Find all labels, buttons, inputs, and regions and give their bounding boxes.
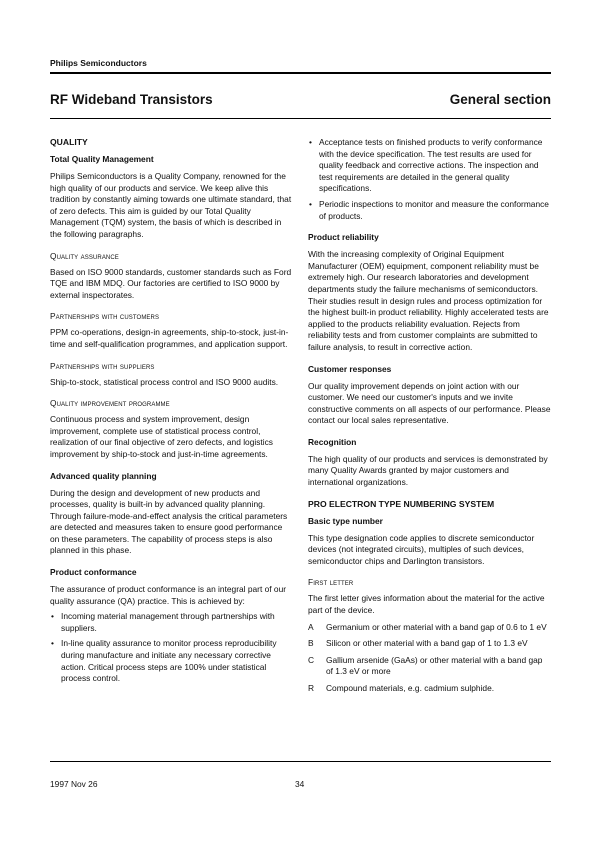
conformance-bullet-list [50,611,293,685]
list-item [308,655,551,678]
advanced-planning-heading: Advanced quality planning [50,470,157,481]
customer-responses-heading: Customer responses [308,363,392,374]
qa-heading: Quality assurance [50,250,119,261]
list-item [308,638,551,650]
tqm-heading: Total Quality Management [50,154,154,164]
footer-rule [50,761,551,762]
footer-date: 1997 Nov 26 [50,779,98,789]
product-reliability-heading: Product reliability [308,232,379,243]
page-number: 34 [295,779,305,789]
quality-improvement-heading: Quality improvement programme [50,398,170,409]
basic-type-paragraph: This type designation code applies to discrete semiconductor devices (not integrated circuits), multiples of such devices, semiconductor chips and Darlington transistors. [308,532,535,566]
material-letter-list [308,622,551,695]
letter-code: B [308,638,314,649]
tqm-paragraph: Philips Semiconductors is a Quality Company, renowned for the high quality of our products and service. We keep alive this tradition by constantly aiming towards one ultimate standard, that of zero defects. This aim is guided by our Total Quality Management (TQM) system, the basis of which is described in the following paragraphs. [50,171,292,239]
list-item [308,683,551,695]
product-conformance-heading: Product conformance [50,567,137,578]
letter-description: Gallium arsenide (GaAs) or other material with a band gap of 1.3 eV or more [326,654,543,677]
qa-paragraph: Based on ISO 9000 standards, customer standards such as Ford TQE and IBM MDQ. Our factories are certified to ISO 9000 by external inspectorates. [50,266,292,300]
recognition-paragraph: The high quality of our products and services is demonstrated by many Quality Awards granted by major customers and international organizations. [308,453,548,488]
pro-electron-heading: PRO ELECTRON TYPE NUMBERING SYSTEM [308,498,495,509]
recognition-heading: Recognition [308,436,357,447]
partnerships-suppliers-paragraph: Ship-to-stock, statistical process control and ISO 9000 audits. [50,376,279,387]
partnerships-suppliers-heading: Partnerships with suppliers [50,360,155,371]
list-item: • Periodic inspections to monitor and measure the conformance of products. [308,199,551,222]
header-top-rule [50,72,551,74]
right-column [308,137,551,700]
letter-description: Germanium or other material with a band gap of 0.6 to 1 eV [326,621,547,632]
document-title: RF Wideband Transistors [50,92,213,107]
customer-responses-paragraph: Our quality improvement depends on joint action with our customer. We need our customer's inputs and we invite constructive comments on all aspects of our performance. Please contact our local sales representative. [308,380,551,426]
left-column [50,137,293,695]
acceptance-bullet-list [308,137,551,222]
header-bottom-rule [50,118,551,119]
company-name: Philips Semiconductors [50,58,147,68]
section-title: General section [449,92,551,107]
partnerships-customers-paragraph: PPM co-operations, design-in agreements, ship-to-stock, just-in-time and self-qualification programmes, and application support. [50,327,289,349]
partnerships-customers-heading: Partnerships with customers [50,311,160,322]
product-conformance-paragraph: The assurance of product conformance is an integral part of our quality assurance (QA) practice. This is achieved by: [50,584,287,606]
quality-improvement-paragraph: Continuous process and system improvement, design improvement, complete use of statistical process control, realization of our final objective of zero defects, and logistics improvement by ship-to-stock and just-in-time agreements. [50,414,273,459]
list-item: • Acceptance tests on finished products to verify conformance with the device specification. The test results are used for quality feedback and corrective actions. The inspection and test requirements are detailed in the general quality specifications. [308,137,551,195]
product-reliability-paragraph: With the increasing complexity of Original Equipment Manufacturer (OEM) equipment, component reliability must be extremely high. Our research laboratories and development departments study the failure mechanisms of semiconductors. Their studies result in design rules and process optimization for the highest built-in product reliability. Highly accelerated tests are applied to the products reliability evaluation. Rejects from reliability tests and from customer complaints are submitted to failure analysis, to result in corrective action. [308,249,549,352]
list-item: • Incoming material management through partnerships with suppliers. [50,611,293,634]
letter-description: Silicon or other material with a band gap of 1 to 1.3 eV [326,638,528,649]
letter-code: A [308,621,314,632]
list-item [308,622,551,634]
letter-description: Compound materials, e.g. cadmium sulphide. [326,683,495,693]
first-letter-paragraph: The first letter gives information about the material for the active part of the device. [308,593,545,616]
first-letter-heading: First letter [308,577,354,588]
advanced-planning-paragraph: During the design and development of new products and processes, quality is built-in by advanced quality planning. Through failure-mode-and-effect analysis the critical parameters are detected and measures taken to ensure good performance on these parameters. The capability of process steps is also planned in this phase. [50,487,288,556]
list-item: • In-line quality assurance to monitor process reproducibility during manufacture and initiate any necessary corrective action. Critical process steps are 100% under statistical process control. [50,638,293,684]
basic-type-heading: Basic type number [308,515,383,526]
quality-heading: QUALITY [50,137,88,147]
letter-code: C [308,654,315,665]
letter-code: R [308,683,315,693]
